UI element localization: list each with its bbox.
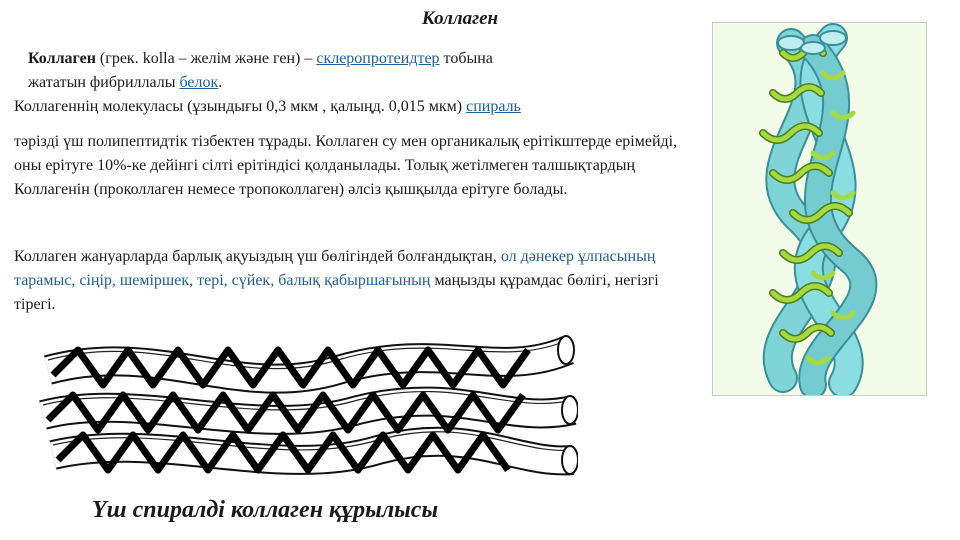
- triple-helix-bw-drawing: [38, 330, 578, 495]
- definition-text-c: жататын фибриллалы: [28, 74, 180, 91]
- link-spiral[interactable]: спираль: [466, 98, 521, 115]
- definition-text-b: тобына: [439, 50, 493, 67]
- definition-text-a: (грек. kolla – желім және ген) –: [95, 50, 317, 67]
- importance-text-end: маңызды құрамдас бөлігі, негізгі тірегі.: [14, 272, 659, 313]
- paragraph-molecule: [14, 95, 694, 119]
- importance-blue-text: ол дәнекер ұлпасының тарамыс, сіңір, шеміршек, тері, сүйек, балық қабыршағының: [14, 248, 656, 289]
- figure-caption: Үш спиралді коллаген құрылысы: [92, 497, 439, 523]
- molecule-text: Коллагеннің молекуласы (ұзындығы 0,3 мкм , қалыңд. 0,015 мкм): [14, 98, 467, 115]
- triple-helix-bw-illustration: [38, 330, 578, 495]
- paragraph-importance: [14, 245, 694, 317]
- paragraph-structure: тәрізді үш полипептидтік тізбектен тұрады. Коллаген су мен органикалық ерітікштерде ерімейді, оны ерітуге 10%-ке дейінгі сілті ерітіндісі қолданылады. Толық жетілмеген талшықтардың Коллагенін (проколлаген немесе тропоколлаген) әлсіз қышқылда ерітуге болады.: [14, 133, 678, 198]
- term-collagen: Коллаген: [28, 50, 96, 67]
- link-protein[interactable]: белок: [179, 74, 219, 91]
- triple-helix-color-illustration: [712, 22, 927, 396]
- slide-title: Коллаген: [421, 8, 499, 29]
- paragraph-definition: [28, 47, 648, 95]
- importance-text: Коллаген жануарларда барлық ақуыздың үш бөлігіндей болғандықтан,: [14, 248, 501, 265]
- triple-helix-color-drawing: [713, 23, 926, 395]
- definition-text-d: .: [218, 74, 223, 91]
- link-scleroproteins[interactable]: склеропротеидтер: [316, 50, 440, 67]
